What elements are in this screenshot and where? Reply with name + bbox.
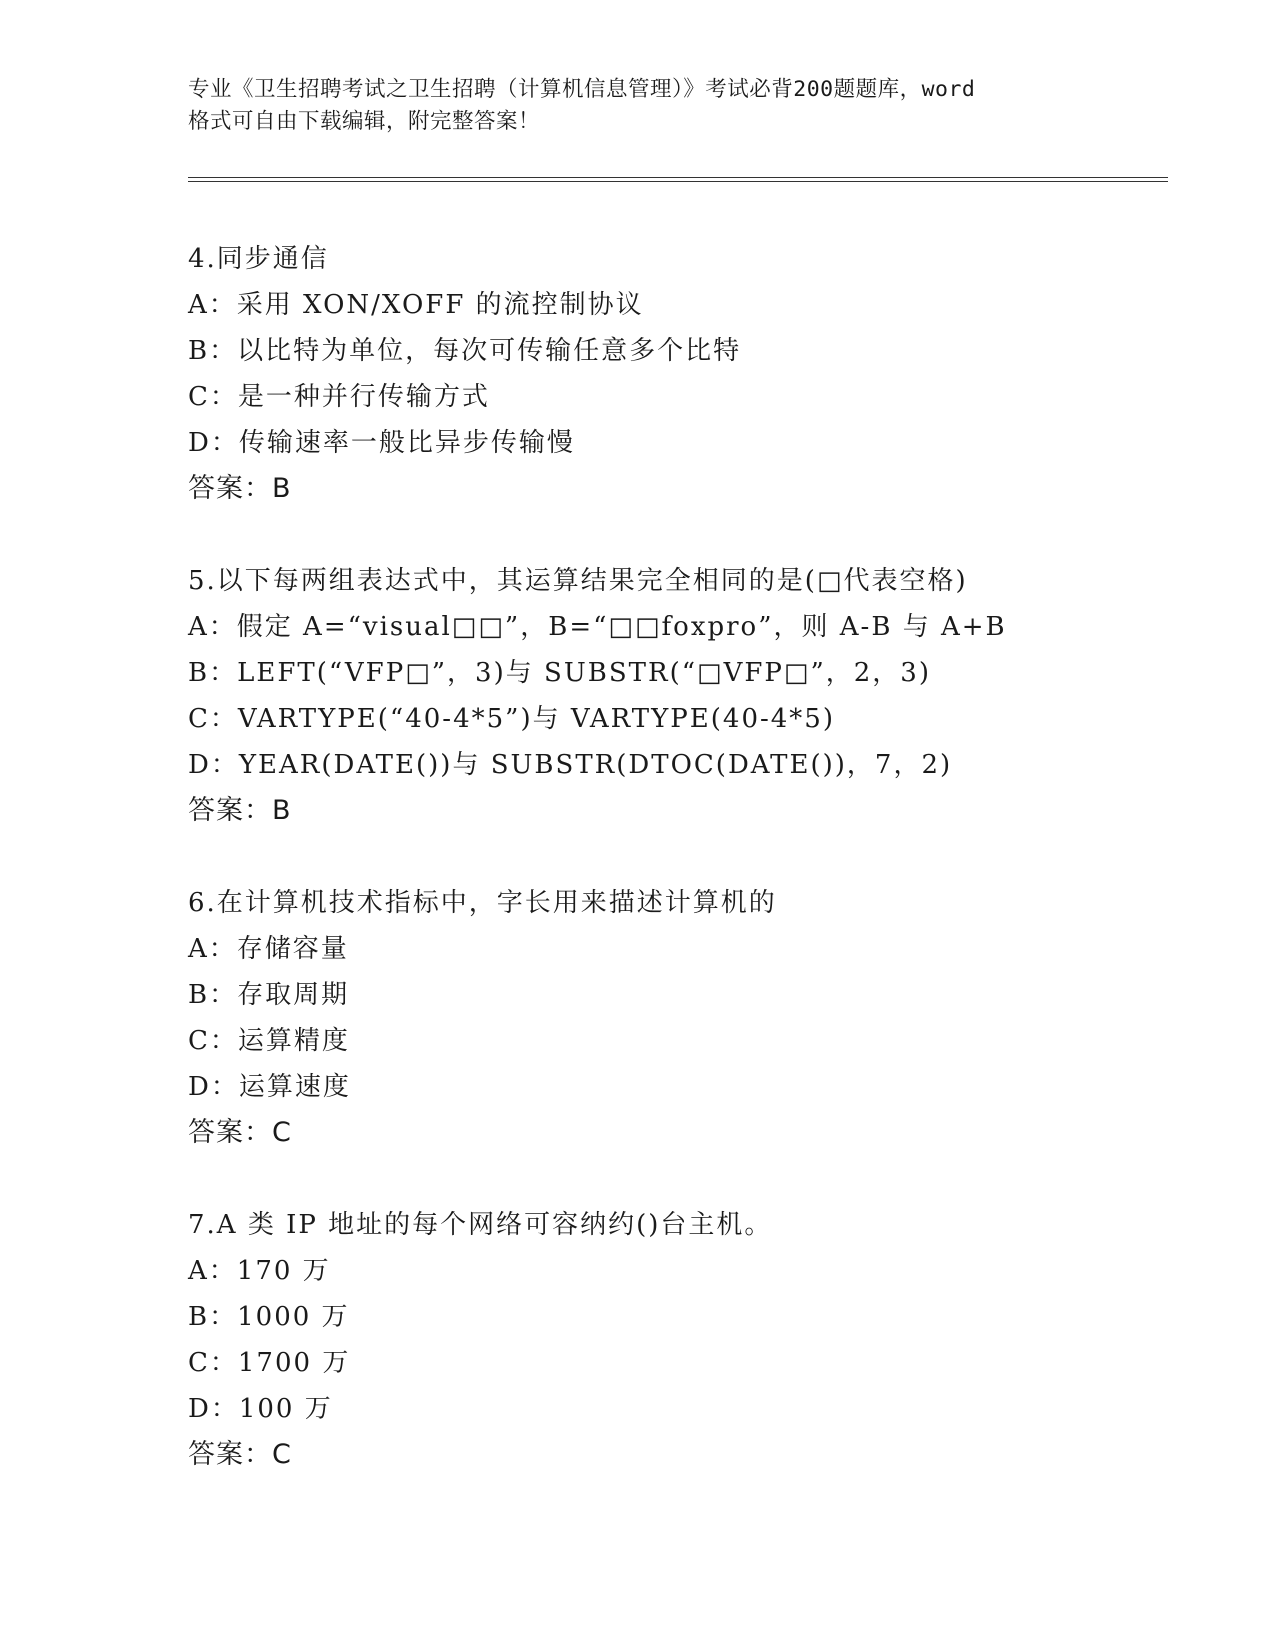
question-5 [188,558,1168,880]
answer: 答案：B [188,795,292,826]
answer: 答案：B [188,473,292,504]
header-divider [188,177,1168,182]
question-4 [188,236,1168,558]
option-c: C：1700 万 [188,1348,351,1378]
document-header [188,74,1088,138]
option-a: A：假定 A=“visual□□”，B=“□□foxpro”，则 A-B 与 A+B [188,612,1007,642]
option-b: B：1000 万 [188,1302,350,1332]
question-stem: 5.以下每两组表达式中，其运算结果完全相同的是(□代表空格) [188,566,968,596]
option-d: D：传输速率一般比异步传输慢 [188,428,575,458]
question-list [188,236,1168,1524]
option-a: A：存储容量 [188,934,349,964]
answer: 答案：C [188,1117,292,1148]
question-7 [188,1202,1168,1524]
option-a: A：170 万 [188,1256,331,1286]
option-c: C：运算精度 [188,1026,350,1056]
option-b: B：LEFT(“VFP□”，3)与 SUBSTR(“□VFP□”，2，3) [188,658,931,688]
answer: 答案：C [188,1439,292,1470]
question-6 [188,880,1168,1202]
question-stem: 7.A 类 IP 地址的每个网络可容纳约()台主机。 [188,1210,773,1240]
header-line-1: 专业《卫生招聘考试之卫生招聘（计算机信息管理）》考试必背200题题库，word [188,77,976,102]
question-stem: 6.在计算机技术指标中，字长用来描述计算机的 [188,888,777,918]
option-d: D：YEAR(DATE())与 SUBSTR(DTOC(DATE())，7，2) [188,750,953,780]
option-c: C：VARTYPE(“40-4*5”)与 VARTYPE(40-4*5) [188,704,835,734]
question-stem: 4.同步通信 [188,244,329,274]
option-b: B：以比特为单位，每次可传输任意多个比特 [188,336,742,366]
option-c: C：是一种并行传输方式 [188,382,490,412]
header-line-2: 格式可自由下载编辑，附完整答案！ [188,109,541,134]
option-a: A：采用 XON/XOFF 的流控制协议 [188,290,644,320]
option-d: D：100 万 [188,1394,333,1424]
option-b: B：存取周期 [188,980,350,1010]
option-d: D：运算速度 [188,1072,351,1102]
